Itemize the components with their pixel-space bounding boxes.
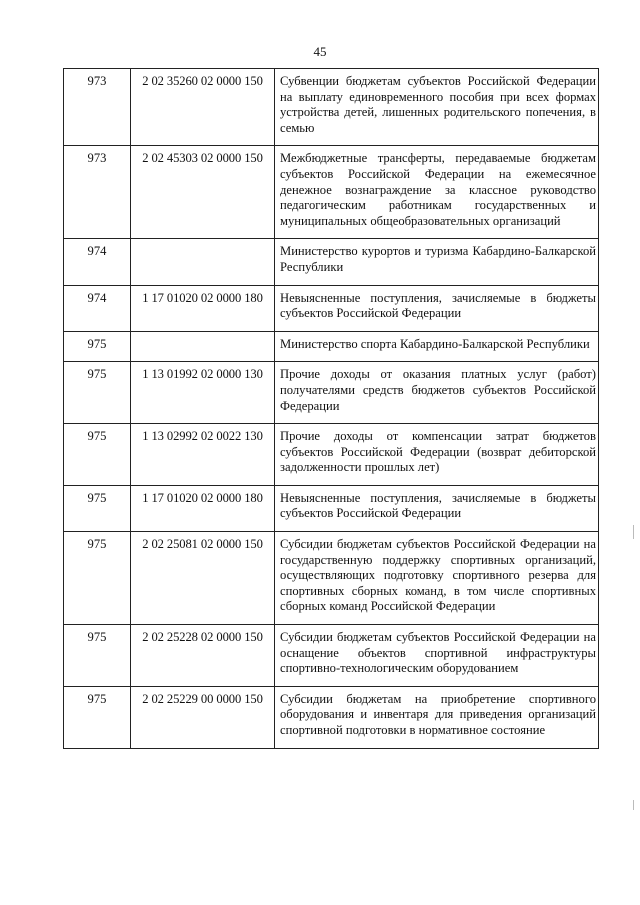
revenue-name-cell: Невыясненные поступления, зачисляемые в бюджеты субъектов Российской Федерации — [275, 485, 599, 531]
table-row — [64, 532, 599, 625]
scan-edge-mark — [633, 800, 634, 810]
revenue-code-cell — [131, 331, 275, 362]
revenue-code-cell: 1 17 01020 02 0000 180 — [131, 485, 275, 531]
table-body — [64, 69, 599, 749]
revenue-name-cell: Прочие доходы от компенсации затрат бюджетов субъектов Российской Федерации (возврат дебиторской задолженности прошлых лет) — [275, 424, 599, 486]
table-row — [64, 686, 599, 748]
table-row — [64, 331, 599, 362]
revenue-name-cell: Министерство курортов и туризма Кабардино-Балкарской Республики — [275, 239, 599, 285]
revenue-code-cell: 2 02 45303 02 0000 150 — [131, 146, 275, 239]
revenue-code-cell: 1 13 01992 02 0000 130 — [131, 362, 275, 424]
revenue-code-cell: 1 17 01020 02 0000 180 — [131, 285, 275, 331]
revenue-name-cell: Субсидии бюджетам субъектов Российской Федерации на оснащение объектов спортивной инфраструктуры спортивно-технологическим оборудованием — [275, 625, 599, 687]
admin-code-cell: 975 — [64, 625, 131, 687]
table-row — [64, 285, 599, 331]
table-row — [64, 362, 599, 424]
table-row — [64, 146, 599, 239]
budget-classification-table — [63, 68, 599, 749]
admin-code-cell: 974 — [64, 239, 131, 285]
admin-code-cell: 975 — [64, 424, 131, 486]
revenue-name-cell: Прочие доходы от оказания платных услуг (работ) получателями средств бюджетов субъектов Российской Федерации — [275, 362, 599, 424]
revenue-name-cell: Субсидии бюджетам на приобретение спортивного оборудования и инвентаря для приведения организаций спортивной подготовки в нормативное состояние — [275, 686, 599, 748]
admin-code-cell: 975 — [64, 362, 131, 424]
revenue-code-cell: 2 02 25228 02 0000 150 — [131, 625, 275, 687]
revenue-code-cell — [131, 239, 275, 285]
revenue-code-cell: 2 02 25081 02 0000 150 — [131, 532, 275, 625]
table-row — [64, 69, 599, 146]
table-row — [64, 625, 599, 687]
revenue-name-cell: Невыясненные поступления, зачисляемые в бюджеты субъектов Российской Федерации — [275, 285, 599, 331]
revenue-code-cell: 2 02 35260 02 0000 150 — [131, 69, 275, 146]
admin-code-cell: 974 — [64, 285, 131, 331]
page-number: 45 — [313, 44, 327, 59]
table-row — [64, 424, 599, 486]
revenue-name-cell: Министерство спорта Кабардино-Балкарской Республики — [275, 331, 599, 362]
admin-code-cell: 975 — [64, 485, 131, 531]
revenue-name-cell: Субвенции бюджетам субъектов Российской Федерации на выплату единовременного пособия при всех формах устройства детей, лишенных родительского попечения, в семью — [275, 69, 599, 146]
table-row — [64, 239, 599, 285]
admin-code-cell: 973 — [64, 146, 131, 239]
admin-code-cell: 973 — [64, 69, 131, 146]
revenue-name-cell: Субсидии бюджетам субъектов Российской Федерации на государственную поддержку спортивных организаций, осуществляющих подготовку спортивного резерва для спортивных сборных команд, в том числе спортивных сборных команд Российской Федерации — [275, 532, 599, 625]
revenue-name-cell: Межбюджетные трансферты, передаваемые бюджетам субъектов Российской Федерации на ежемесячное денежное вознаграждение за классное руководство педагогическим работникам государственных и муниципальных общеобразовательных организаций — [275, 146, 599, 239]
admin-code-cell: 975 — [64, 532, 131, 625]
admin-code-cell: 975 — [64, 686, 131, 748]
revenue-code-cell: 1 13 02992 02 0022 130 — [131, 424, 275, 486]
table-row — [64, 485, 599, 531]
revenue-code-cell: 2 02 25229 00 0000 150 — [131, 686, 275, 748]
scan-edge-mark — [633, 525, 634, 539]
admin-code-cell: 975 — [64, 331, 131, 362]
